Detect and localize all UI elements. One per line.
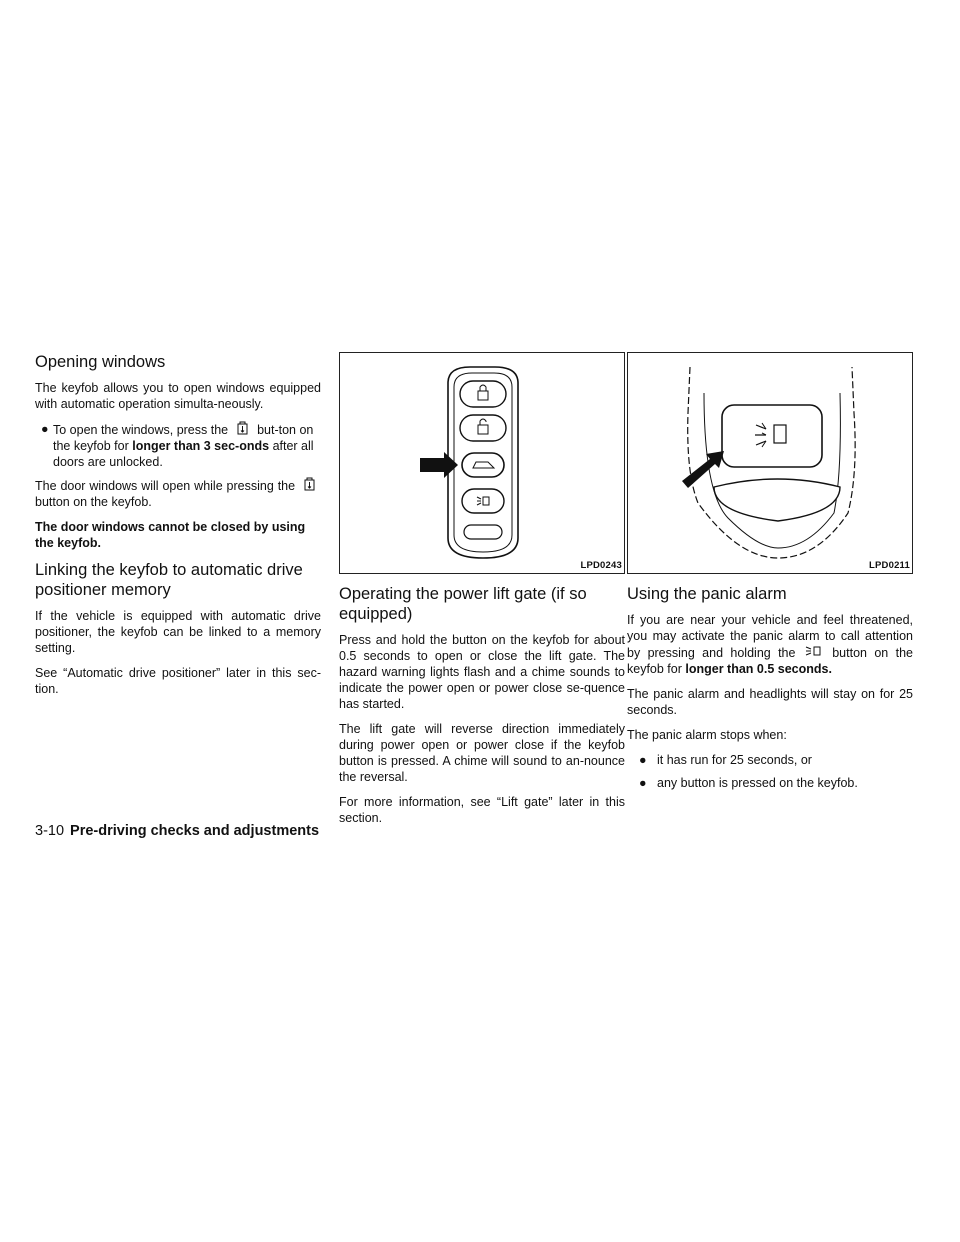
- bullet-text: any button is pressed on the keyfob.: [657, 776, 858, 790]
- bullet-text: it has run for 25 seconds, or: [657, 753, 812, 767]
- paragraph-lift-gate-press: Press and hold the button on the keyfob for about 0.5 seconds to open or close the lift gate. The hazard warning lights flash and a chime sounds to indicate the power open or power close se-quence has started.: [339, 633, 625, 711]
- panic-button-illustration: [628, 353, 912, 573]
- section-title: Pre-driving checks and adjustments: [70, 823, 320, 839]
- bullet-text: after all doors are unlocked.: [53, 439, 314, 469]
- figure-label: LPD0211: [868, 560, 910, 571]
- bullet-text: To open the windows, press the: [53, 423, 229, 437]
- bullet-panic-stop-1: [627, 752, 913, 768]
- column-power-lift-gate: [339, 352, 625, 835]
- paragraph-lift-gate-see: For more information, see “Lift gate” later in this section.: [339, 795, 625, 825]
- column-panic-alarm: [627, 352, 913, 798]
- page-footer: [35, 823, 319, 839]
- figure-keyfob: [339, 352, 625, 574]
- heading-linking-keyfob: Linking the keyfob to automatic drive positioner memory: [35, 561, 303, 599]
- window-unlock-icon: [299, 477, 321, 491]
- bullet-dot: ●: [41, 422, 49, 436]
- paragraph-keyfob-open-windows: The keyfob allows you to open windows equipped with automatic operation simulta-neously.: [35, 381, 321, 411]
- heading-opening-windows: Opening windows: [35, 353, 166, 371]
- heading-power-lift-gate: Operating the power lift gate (if so equipped): [339, 585, 587, 623]
- heading-panic-alarm: Using the panic alarm: [627, 585, 787, 603]
- paragraph-emphasis: longer than 0.5 seconds.: [685, 662, 832, 676]
- window-unlock-icon: [232, 421, 254, 435]
- paragraph-drive-positioner: If the vehicle is equipped with automatic drive positioner, the keyfob can be linked to a memory setting.: [35, 609, 321, 655]
- pointer-arrow: [682, 451, 724, 488]
- bullet-panic-stop-2: [627, 775, 913, 791]
- paragraph-text: button on the keyfob for: [627, 646, 913, 676]
- panic-alarm-icon: [803, 644, 825, 658]
- warning-cannot-close: The door windows cannot be closed by using the keyfob.: [35, 520, 306, 550]
- bullet-emphasis: longer than 3 sec-onds: [132, 439, 270, 453]
- bullet-text: but-ton on the keyfob for: [53, 423, 314, 453]
- figure-label: LPD0243: [580, 560, 622, 571]
- bullet-dot: ●: [639, 776, 647, 790]
- paragraph-panic-duration: The panic alarm and headlights will stay on for 25 seconds.: [627, 687, 913, 717]
- figure-panic-button: [627, 352, 913, 574]
- paragraph-text: button on the keyfob.: [35, 495, 152, 509]
- bullet-dot: ●: [639, 753, 647, 767]
- page-number: 3-10: [35, 823, 65, 839]
- keyfob-illustration: [340, 353, 624, 573]
- column-opening-windows: [35, 352, 321, 706]
- paragraph-panic-stops: The panic alarm stops when:: [627, 728, 787, 742]
- bullet-open-windows: [35, 421, 321, 470]
- paragraph-text: If you are near your vehicle and feel threatened, you may activate the panic alarm to call attention by pressing and holding the: [627, 613, 913, 660]
- paragraph-panic-activate: [627, 612, 913, 677]
- paragraph-lift-gate-reverse: The lift gate will reverse direction immediately during power open or power close if the keyfob button is pressed. A chime will sound to an-nounce the reversal.: [339, 722, 625, 784]
- paragraph-text: The door windows will open while pressing the: [35, 479, 296, 493]
- paragraph-door-windows-open: [35, 477, 321, 510]
- paragraph-see-drive-positioner: See “Automatic drive positioner” later in this sec-tion.: [35, 666, 321, 696]
